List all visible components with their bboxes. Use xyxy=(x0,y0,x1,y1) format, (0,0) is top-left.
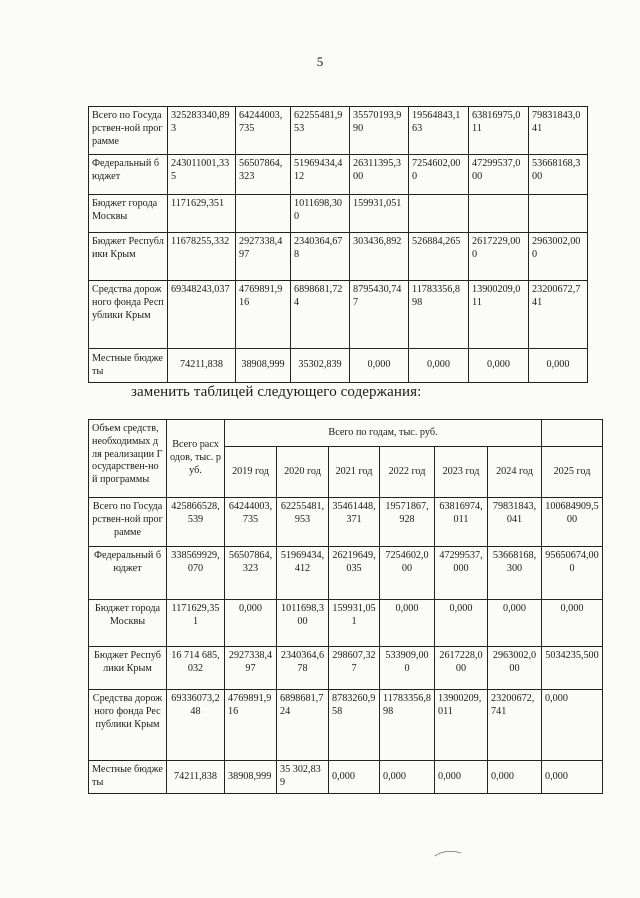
old-table-row xyxy=(89,107,588,155)
year-header: 2020 год xyxy=(277,447,329,498)
old-cell-value: 79831843,041 xyxy=(529,107,588,155)
new-cell-value: 0,000 xyxy=(542,600,603,647)
new-cell-value: 38908,999 xyxy=(225,761,277,794)
new-row-label: Федеральный бюджет xyxy=(89,547,167,600)
new-cell-value: 2340364,678 xyxy=(277,647,329,690)
old-cell-value: 303436,892 xyxy=(350,233,409,281)
new-row-label: Средства дорожного фонда Республики Крым xyxy=(89,690,167,761)
old-row-label: Местные бюджеты xyxy=(89,349,168,383)
old-financing-table xyxy=(88,106,588,383)
new-row-label: Бюджет Республики Крым xyxy=(89,647,167,690)
old-cell-value: 11678255,332 xyxy=(168,233,236,281)
new-cell-value: 56507864,323 xyxy=(225,547,277,600)
new-cell-value: 13900209,011 xyxy=(435,690,488,761)
old-cell-value: 62255481,953 xyxy=(291,107,350,155)
old-cell-value: 11783356,898 xyxy=(409,281,469,349)
new-row-total: 69336073,248 xyxy=(167,690,225,761)
new-cell-value: 533909,000 xyxy=(380,647,435,690)
old-cell-value: 526884,265 xyxy=(409,233,469,281)
header-years-group-extra xyxy=(542,420,603,447)
new-cell-value: 0,000 xyxy=(225,600,277,647)
old-table-row xyxy=(89,195,588,233)
old-cell-value: 325283340,893 xyxy=(168,107,236,155)
new-cell-value: 298607,327 xyxy=(329,647,380,690)
old-cell-value: 53668168,300 xyxy=(529,155,588,195)
old-cell-value: 56507864,323 xyxy=(236,155,291,195)
old-cell-value: 64244003,735 xyxy=(236,107,291,155)
new-cell-value: 63816974,011 xyxy=(435,498,488,547)
new-cell-value: 0,000 xyxy=(435,761,488,794)
new-financing-table xyxy=(88,419,603,794)
old-cell-value: 159931,051 xyxy=(350,195,409,233)
old-cell-value: 26311395,300 xyxy=(350,155,409,195)
new-cell-value: 51969434,412 xyxy=(277,547,329,600)
new-table-row xyxy=(89,690,603,761)
new-cell-value: 2617228,000 xyxy=(435,647,488,690)
new-cell-value: 0,000 xyxy=(329,761,380,794)
new-table-row xyxy=(89,647,603,690)
old-table-row xyxy=(89,281,588,349)
new-cell-value: 159931,051 xyxy=(329,600,380,647)
new-cell-value: 35461448,371 xyxy=(329,498,380,547)
old-cell-value: 243011001,335 xyxy=(168,155,236,195)
new-row-label: Бюджет города Москвы xyxy=(89,600,167,647)
old-cell-value: 47299537,000 xyxy=(469,155,529,195)
old-cell-value: 1011698,300 xyxy=(291,195,350,233)
new-cell-value: 11783356,898 xyxy=(380,690,435,761)
new-cell-value: 7254602,000 xyxy=(380,547,435,600)
old-row-label: Бюджет Республики Крым xyxy=(89,233,168,281)
new-cell-value: 47299537,000 xyxy=(435,547,488,600)
new-cell-value: 0,000 xyxy=(488,761,542,794)
page-number: 5 xyxy=(316,54,324,69)
old-cell-value: 69348243,037 xyxy=(168,281,236,349)
year-header: 2021 год xyxy=(329,447,380,498)
old-cell-value: 38908,999 xyxy=(236,349,291,383)
new-row-total: 16 714 685,032 xyxy=(167,647,225,690)
old-row-label: Средства дорожного фонда Республики Крым xyxy=(89,281,168,349)
new-cell-value: 4769891,916 xyxy=(225,690,277,761)
new-cell-value: 0,000 xyxy=(488,600,542,647)
new-row-total: 338569929,070 xyxy=(167,547,225,600)
new-cell-value: 8783260,958 xyxy=(329,690,380,761)
old-cell-value: 51969434,412 xyxy=(291,155,350,195)
new-table-row xyxy=(89,600,603,647)
new-cell-value: 0,000 xyxy=(380,600,435,647)
header-total-cell: Всего расходов, тыс. руб. xyxy=(167,420,225,498)
old-table-row xyxy=(89,233,588,281)
old-cell-value: 63816975,011 xyxy=(469,107,529,155)
old-cell-value: 74211,838 xyxy=(168,349,236,383)
old-cell-value: 23200672,741 xyxy=(529,281,588,349)
old-cell-value xyxy=(236,195,291,233)
old-cell-value: 35570193,990 xyxy=(350,107,409,155)
year-header: 2023 год xyxy=(435,447,488,498)
new-cell-value: 2963002,000 xyxy=(488,647,542,690)
old-cell-value xyxy=(469,195,529,233)
old-cell-value: 4769891,916 xyxy=(236,281,291,349)
old-cell-value: 0,000 xyxy=(529,349,588,383)
old-cell-value: 2927338,497 xyxy=(236,233,291,281)
new-row-total: 425866528,539 xyxy=(167,498,225,547)
old-cell-value: 8795430,747 xyxy=(350,281,409,349)
header-label-cell: Объем средств, необходимых для реализации Государствен-ной программы xyxy=(89,420,167,498)
new-cell-value: 0,000 xyxy=(380,761,435,794)
new-cell-value: 6898681,724 xyxy=(277,690,329,761)
header-years-group: Всего по годам, тыс. руб. xyxy=(225,420,542,447)
new-row-label: Местные бюджеты xyxy=(89,761,167,794)
old-row-label: Бюджет города Москвы xyxy=(89,195,168,233)
year-header: 2024 год xyxy=(488,447,542,498)
old-cell-value: 2617229,000 xyxy=(469,233,529,281)
old-cell-value xyxy=(529,195,588,233)
old-cell-value: 0,000 xyxy=(469,349,529,383)
new-cell-value: 0,000 xyxy=(542,690,603,761)
old-cell-value: 1171629,351 xyxy=(168,195,236,233)
old-table-row xyxy=(89,349,588,383)
new-cell-value: 19571867,928 xyxy=(380,498,435,547)
pen-mark xyxy=(434,848,462,858)
new-table-row xyxy=(89,547,603,600)
old-cell-value: 13900209,011 xyxy=(469,281,529,349)
new-cell-value: 95650674,000 xyxy=(542,547,603,600)
new-cell-value: 79831843,041 xyxy=(488,498,542,547)
new-cell-value: 23200672,741 xyxy=(488,690,542,761)
year-header: 2022 год xyxy=(380,447,435,498)
new-table-row xyxy=(89,761,603,794)
old-row-label: Федеральный бюджет xyxy=(89,155,168,195)
new-row-total: 74211,838 xyxy=(167,761,225,794)
old-cell-value xyxy=(409,195,469,233)
new-cell-value: 2927338,497 xyxy=(225,647,277,690)
new-cell-value: 1011698,300 xyxy=(277,600,329,647)
new-cell-value: 53668168,300 xyxy=(488,547,542,600)
new-cell-value: 64244003,735 xyxy=(225,498,277,547)
old-cell-value: 7254602,000 xyxy=(409,155,469,195)
new-cell-value: 0,000 xyxy=(542,761,603,794)
replace-caption: заменить таблицей следующего содержания: xyxy=(131,384,422,400)
old-cell-value: 35302,839 xyxy=(291,349,350,383)
new-cell-value: 35 302,839 xyxy=(277,761,329,794)
new-cell-value: 5034235,500 xyxy=(542,647,603,690)
year-header: 2019 год xyxy=(225,447,277,498)
new-cell-value: 100684909,500 xyxy=(542,498,603,547)
old-cell-value: 19564843,163 xyxy=(409,107,469,155)
old-cell-value: 6898681,724 xyxy=(291,281,350,349)
old-cell-value: 2340364,678 xyxy=(291,233,350,281)
new-cell-value: 0,000 xyxy=(435,600,488,647)
old-cell-value: 0,000 xyxy=(350,349,409,383)
old-cell-value: 0,000 xyxy=(409,349,469,383)
new-cell-value: 62255481,953 xyxy=(277,498,329,547)
old-row-label: Всего по Государствен-ной программе xyxy=(89,107,168,155)
old-table-row xyxy=(89,155,588,195)
year-header: 2025 год xyxy=(542,447,603,498)
new-row-label: Всего по Государствен-ной программе xyxy=(89,498,167,547)
new-row-total: 1171629,351 xyxy=(167,600,225,647)
new-cell-value: 26219649,035 xyxy=(329,547,380,600)
new-table-row xyxy=(89,498,603,547)
old-cell-value: 2963002,000 xyxy=(529,233,588,281)
